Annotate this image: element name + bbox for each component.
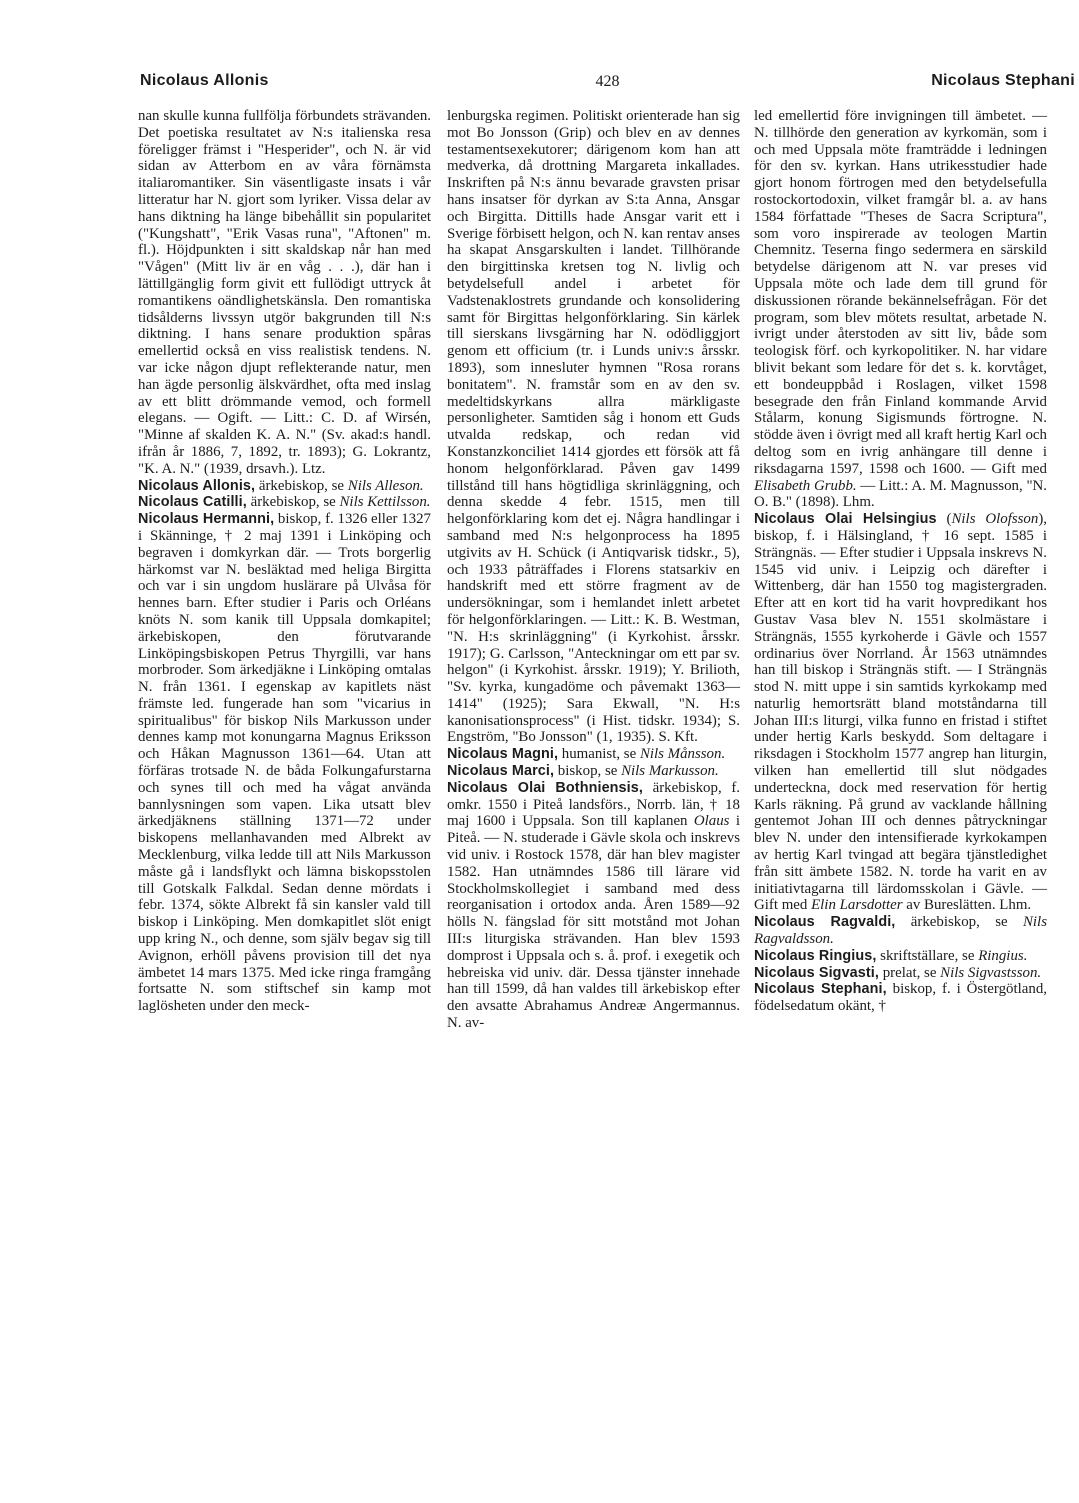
cross-reference: Ringius. xyxy=(978,947,1028,964)
article-paragraph xyxy=(754,965,1047,982)
article-paragraph xyxy=(754,981,1047,1015)
cross-reference: Nils Kettilsson. xyxy=(339,494,431,511)
article-paragraph xyxy=(447,780,740,1032)
article-paragraph xyxy=(447,746,740,763)
article-paragraph xyxy=(754,108,1047,511)
header-right-headword: Nicolaus Stephani xyxy=(931,72,1075,89)
entry-text: av Bureslätten. Lhm. xyxy=(902,897,1032,914)
article-paragraph xyxy=(754,914,1047,948)
article-paragraph xyxy=(447,763,740,780)
entry-text: biskop, f. 1326 eller 1327 i Skänninge, † 2 maj 1391 i Linköping och begraven i domkyrkan där. — Trots borgerlig härkomst var N. besläktad med heliga Birgitta och var i sin ungdom huslärare på Ulvåsa för hennes barn. Efter studier i Paris och Orléans knöts N. som kanik till Uppsala domkapitel; ärkebiskopen, den förutvarande Linköpingsbiskopen Petrus Thyrgilli, var hans morbroder. Som ärkedjäkne i Linköping omtalas N. från 1361. I egenskap av kapitlets näst främste led. fungerade han som "vicarius in spiritualibus" för biskop Nils Markusson under dennes kamp mot konungarna Magnus Eriksson och Håkan Magnusson 1361—64. Utan att förfäras trotsade N. de båda Folkungafurstarna och synes till och med ha vågat använda bannlysningen som vapen. Lika utsatt blev ärkedjäknens ställning 1371—72 under biskopens mellanhavanden med Albrekt av Mecklenburg, vilka ledde till att Nils Markusson måste gå i landsflykt och lämna biskopsstolen till Gotskalk Falkdal. Sedan denne mördats i febr. 1374, sökte Albrekt få sin kansler vald till biskop i Linköping. Men domkapitlet slöt enigt upp kring N., och denne, som själv begav sig till Avignon, erhöll påvens provision till det nya ämbetet 14 mars 1375. Med icke ringa framgång fortsatte N. som stiftschef sin kamp mot laglösheten under den meck- xyxy=(138,511,431,1015)
entry-text: — Litt.: A. M. Magnusson, "N. O. B." (1898). Lhm. xyxy=(754,477,1048,511)
cross-reference: Nils Sigvastsson. xyxy=(940,964,1042,981)
entry-text: ärkebiskop, f. omkr. 1550 i Piteå landsförs., Norrb. län, † 18 maj 1600 i Uppsala. Son till kaplanen xyxy=(447,779,740,830)
cross-reference: Nils Månsson. xyxy=(639,746,726,763)
entry-text: led emellertid före invigningen till ämbetet. — N. tillhörde den generation av kyrkomän, som i och med Uppsala möte framträdde i ledningen för den sv. kyrkan. Hans utrikesstudier hade gjort honom förtrogen med den betydelsefulla rostockortodoxin, vilket framgår bl. a. av hans 1584 författade "Theses de Sacra Scriptura", som voro inspirerade av teologen Martin Chemnitz. Teserna fingo sedermera en särskild betydelse därigenom att N. var preses vid Uppsala möte och lade dem till grund för diskussionen rörande bekännelsefrågan. För det program, som blev mötets resultat, arbetade N. ivrigt under återstoden av sitt liv, både som teologisk förf. och kyrkopolitiker. N. har vidare blivit bekant som ledare för det s. k. korvtåget, ett bondeuppbåd i Roslagen, vilket 1598 besegrade den från Finland kommande Arvid Stålarm, konung Sigismunds förtrogne. N. stödde även i övrigt med all kraft hertig Karl och deltog som en ivrig anhängare till denne i riksdagarna 1597, 1598 och 1600. — Gift med xyxy=(754,108,1047,477)
article-paragraph xyxy=(447,108,740,746)
entry-text: ), biskop, f. i Hälsingland, † 16 sept. 1585 i Strängnäs. — Efter studier i Uppsala inskrevs N. 1545 vid univ. i Leipzig och därefter i Wittenberg, där han 1550 tog magistergraden. Efter att en kort tid ha varit hovpredikant hos Gustav Vasa blev N. 1551 skolmästare i Strängnäs, 1555 kyrkoherde i Gävle och 1557 ordinarius över Norrland. År 1563 utnämndes han till biskop i Strängnäs stift. — I Strängnäs stod N. mitt uppe i sin samtids kyrkokamp med naturlig hemortsrätt bland motståndarna till Johan III:s liturgi, vilka funno en fristad i stiftet under hertig Karls beskydd. Som deltagare i riksdagen i Stockholm 1577 angrep han liturgin, vilken han emellertid till slut nödgades underteckna, dock med reservation för hertig Karls räkning. På grund av vacklande hållning gentemot Johan III och dennes påtryckningar blev N. under den intensifierade kyrkokampen av hertig Karl tvingad att begära tjänstledighet från sitt ämbete 1582. N. torde ha varit en av initiativtagarna till lärdomsskolan i Gävle. — Gift med xyxy=(754,511,1047,914)
cross-reference: Nils Markusson. xyxy=(621,763,719,780)
entry-headword: Nicolaus Allonis, xyxy=(138,477,256,494)
cross-reference: Nils Alleson. xyxy=(347,477,424,494)
article-paragraph xyxy=(138,478,431,495)
entry-text: i Piteå. — N. studerade i Gävle skola och inskrevs vid univ. i Rostock 1578, där han blev magister 1582. Han utnämndes 1586 till lärare vid Stockholmskollegiet i samband med dess reorganisation i ortodox anda. Åren 1589—92 hölls N. fängslad för sitt motstånd mot Johan III:s liturgiska strävanden. Han blev 1593 domprost i Uppsala och s. å. prof. i exegetik och hebreiska vid univ. där. Dessa tjänster innehade han till 1599, då han valdes till ärkebiskop efter den avsatte Abrahamus Andreæ Angermannus. N. av- xyxy=(447,813,740,1032)
entry-headword: Nicolaus Hermanni, xyxy=(138,511,275,528)
entry-headword: Nicolaus Sigvasti, xyxy=(754,964,879,981)
cross-reference: Nils Ragvaldsson. xyxy=(754,914,1047,948)
entry-headword: Nicolaus Magni, xyxy=(447,746,559,763)
header-left-headword: Nicolaus Allonis xyxy=(140,72,269,89)
cross-reference: Elisabeth Grubb. xyxy=(754,477,857,494)
article-paragraph xyxy=(754,948,1047,965)
text-column-1 xyxy=(138,108,431,1015)
entry-headword: Nicolaus Olai Bothniensis, xyxy=(447,779,643,796)
entry-text: humanist, se xyxy=(558,746,640,763)
entry-text: ( xyxy=(936,511,952,528)
page-number: 428 xyxy=(595,73,620,90)
entry-headword: Nicolaus Stephani, xyxy=(754,981,887,998)
running-header xyxy=(140,72,1075,96)
entry-headword: Nicolaus Marci, xyxy=(447,763,555,780)
entry-text: lenburgska regimen. Politiskt orienterade han sig mot Bo Jonsson (Grip) och blev en av dennes testamentsexekutorer; därigenom kom han att medverka, då drottning Margareta inkallades. Inskriften på N:s ännu bevarade gravsten prisar hans insatser för dyrkan av S:ta Anna, Ansgar och Birgitta. Dittills hade Ansgar varit ett i Sverige förbisett helgon, och N. kan rentav anses ha skapat Ansgarskulten i landet. Tillhörande den birgittinska kretsen tog N. livlig och betydelsefull andel i arbetet för Vadstenaklostrets grundande och konsolidering samt för Birgittas helgonförklaring. Sin kärlek till sierskans livsgärning har N. odödliggjort genom ett officium (tr. i Lunds univ:s årsskr. 1893), som innesluter hymnen "Rosa rorans bonitatem". N. framstår som en av den sv. medeltidskyrkans allra märkligaste personligheter. Samtiden såg i honom ett Guds utvalda redskap, och redan vid Konstanzkonciliet 1414 gjordes ett försök att få honom helgonförklarad. Påven gav 1499 tillstånd till hans högtidliga skrinläggning, och denna skedde 4 febr. 1515, men till helgonförklaring kom det ej. Några handlingar i samband med N:s helgonprocess ha 1895 utgivits av H. Schück (i Antiqvarisk tidskr., 5), och 1933 påträffades i Florens statsarkiv en handskrift med ett större fragment av de undersökningar, som i hemlandet inlett arbetet för helgonförklaringen. — Litt.: K. B. Westman, "N. H:s skrinläggning" (i Kyrkohist. årsskr. 1917); G. Carlsson, "Anteckningar om ett par sv. helgon" (i Kyrkohist. årsskr. 1919); Y. Brilioth, "Sv. kyrka, kungadöme och påvemakt 1363—1414" (1925); Sara Ekwall, "N. H:s kanonisationsprocess" (i Hist. tidskr. 1934); S. Engström, "Bo Jonsson" (1, 1935). S. Kft. xyxy=(447,108,740,746)
entry-text: ärkebiskop, se xyxy=(895,914,1023,931)
entry-text: biskop, se xyxy=(554,763,622,780)
entry-text: biskop, f. i Östergötland, födelsedatum okänt, † xyxy=(754,981,1047,1015)
article-paragraph xyxy=(138,511,431,1015)
entry-text: ärkebiskop, se xyxy=(246,494,340,511)
text-column-3 xyxy=(754,108,1047,1015)
entry-text: nan skulle kunna fullfölja förbundets strävanden. Det poetiska resultatet av N:s italienska resa föreligger främst i "Hesperider", och N. är vid sidan av Atterbom en av våra förnämsta italiaromantiker. Sin väsentligaste insats i vår litteratur har N. gjort som lyriker. Vissa delar av hans diktning ha länge bibehållit sin popularitet ("Kungshatt", "Erik Vasas runa", "Aftonen" m. fl.). Höjdpunkten i sitt skaldskap når han med "Vågen" (Mitt liv är en våg . . .), där han i lättillgänglig form givit ett fullödigt uttryck åt romantikens oändlighetskänsla. Den romantiska tidsålderns livssyn utgör bakgrunden till N:s diktning. I hans senare produktion spåras emellertid också en viss realistisk tendens. N. var icke någon djupt reflekterande natur, men han ägde personlig älskvärdhet, ofta med inslag av ett blitt drömmande vemod, och formell elegans. — Ogift. — Litt.: C. D. af Wirsén, "Minne af skalden K. A. N." (Sv. akad:s handl. ifrån år 1886, 7, 1892, tr. 1893); G. Lokrantz, "K. A. N." (1939, drsavh.). Ltz. xyxy=(138,108,431,477)
entry-text: prelat, se xyxy=(878,964,941,981)
cross-reference: Olaus xyxy=(693,813,730,830)
cross-reference: Elin Larsdotter xyxy=(811,897,903,914)
cross-reference: Nils Olofsson xyxy=(951,511,1039,528)
article-paragraph xyxy=(754,511,1047,914)
entry-headword: Nicolaus Ringius, xyxy=(754,947,877,964)
entry-headword: Nicolaus Ragvaldi, xyxy=(754,914,896,931)
entry-headword: Nicolaus Olai Helsingius xyxy=(754,511,937,528)
entry-headword: Nicolaus Catilli, xyxy=(138,494,247,511)
article-paragraph xyxy=(138,108,431,478)
entry-text: skriftställare, se xyxy=(876,947,979,964)
article-paragraph xyxy=(138,494,431,511)
entry-text: ärkebiskop, se xyxy=(255,477,348,494)
text-column-2 xyxy=(447,108,740,1032)
